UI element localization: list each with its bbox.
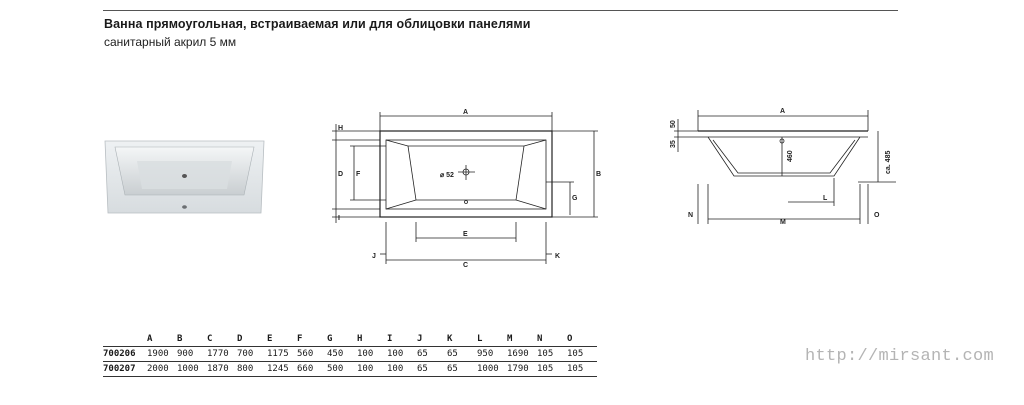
table-header-cell: N [537, 332, 567, 347]
table-cell: 560 [297, 347, 327, 362]
dim-k-label: K [555, 253, 561, 260]
table-header-cell: G [327, 332, 357, 347]
table-cell: 450 [327, 347, 357, 362]
table-cell: 1900 [147, 347, 177, 362]
dim-l-label: L [823, 195, 828, 202]
table-cell: 950 [477, 347, 507, 362]
table-cell: 1000 [177, 362, 207, 377]
table-cell: 800 [237, 362, 267, 377]
dim-j-label: J [372, 253, 376, 260]
table-cell: 100 [387, 347, 417, 362]
table-header-cell: J [417, 332, 447, 347]
table-cell: 65 [447, 347, 477, 362]
table-header-cell: O [567, 332, 597, 347]
table-cell: 65 [417, 362, 447, 377]
table-cell: 105 [537, 362, 567, 377]
table-cell: 2000 [147, 362, 177, 377]
table-cell: 1790 [507, 362, 537, 377]
table-cell: 1690 [507, 347, 537, 362]
dim-o-label: O [874, 212, 880, 219]
header-rule [103, 10, 898, 11]
table-cell: 1000 [477, 362, 507, 377]
table-cell: 105 [567, 347, 597, 362]
table-header-cell: L [477, 332, 507, 347]
table-cell: 900 [177, 347, 207, 362]
dim-f-label: F [356, 171, 361, 178]
table-header-cell: C [207, 332, 237, 347]
site-watermark: http://mirsant.com [805, 347, 995, 366]
table-cell: 65 [447, 362, 477, 377]
bathtub-photo [103, 133, 266, 218]
table-header-cell: B [177, 332, 207, 347]
dim-g-label: G [572, 195, 578, 202]
table-cell: 1870 [207, 362, 237, 377]
dim-d-label: D [338, 171, 344, 178]
table-header-cell: M [507, 332, 537, 347]
table-header-cell: D [237, 332, 267, 347]
product-title: Ванна прямоугольная, встраиваемая или для облицовки панелями [104, 17, 531, 31]
dim-35-label: 35 [670, 140, 677, 148]
table-header-cell: F [297, 332, 327, 347]
table-row [103, 347, 597, 362]
model-code: 700206 [103, 347, 147, 362]
side-view-drawing [668, 104, 898, 239]
table-header-cell: E [267, 332, 297, 347]
product-subtitle: санитарный акрил 5 мм [104, 35, 237, 49]
dim-a-label: A [463, 109, 469, 116]
dimensions-table [103, 332, 597, 377]
table-header-row [103, 332, 597, 347]
drain-diameter-label: ⌀ 52 [440, 172, 454, 179]
table-cell: 660 [297, 362, 327, 377]
dim-485-label: ca. 485 [885, 150, 892, 174]
table-cell: 100 [357, 347, 387, 362]
table-header-cell: H [357, 332, 387, 347]
table-row [103, 362, 597, 377]
dim-e-label: E [463, 231, 468, 238]
table-header-cell: I [387, 332, 417, 347]
dim-50-label: 50 [670, 120, 677, 128]
table-cell: 1770 [207, 347, 237, 362]
dim-m-label: M [780, 219, 786, 226]
table-cell: 65 [417, 347, 447, 362]
table-cell: 105 [567, 362, 597, 377]
dim-h-label: H [338, 125, 344, 132]
dim-n-label: N [688, 212, 694, 219]
model-code: 700207 [103, 362, 147, 377]
dim-a-label: A [780, 108, 786, 115]
table-header-cell: K [447, 332, 477, 347]
table-header-cell [103, 332, 147, 347]
table-header-cell: A [147, 332, 177, 347]
table-cell: 1245 [267, 362, 297, 377]
table-cell: 1175 [267, 347, 297, 362]
table-cell: 500 [327, 362, 357, 377]
top-view-drawing [330, 104, 610, 274]
dim-b-label: B [596, 171, 602, 178]
table-cell: 100 [387, 362, 417, 377]
dim-c-label: C [463, 262, 469, 269]
table-cell: 100 [357, 362, 387, 377]
table-cell: 105 [537, 347, 567, 362]
table-cell: 700 [237, 347, 267, 362]
dim-460-label: 460 [787, 150, 794, 162]
dim-i-label: I [338, 215, 340, 222]
